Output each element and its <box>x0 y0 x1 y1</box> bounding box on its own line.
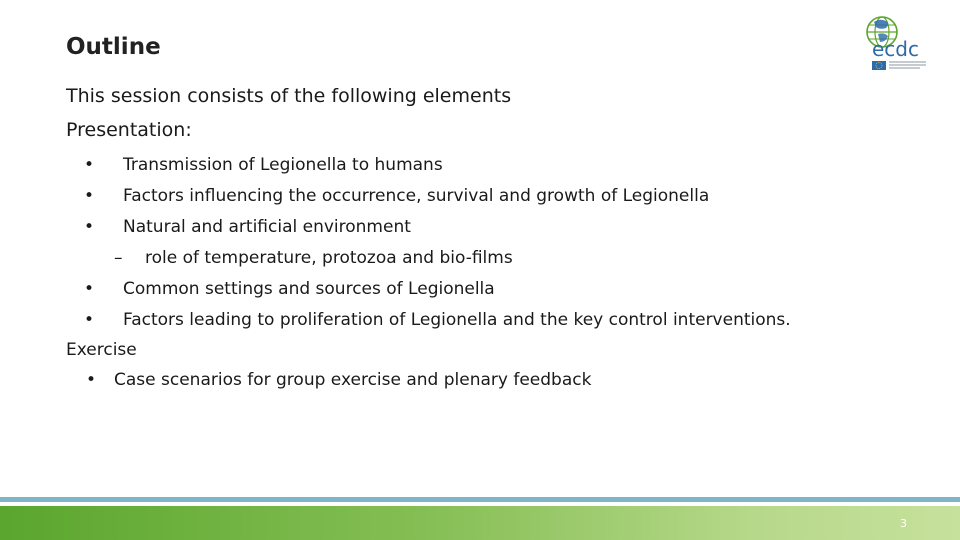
bullet-mark: • <box>84 217 95 237</box>
list-item-text: Case scenarios for group exercise and plenary feedback <box>114 370 592 390</box>
ecdc-logo <box>856 8 938 76</box>
footer-divider <box>0 497 960 502</box>
footer-bar <box>0 506 960 540</box>
list-item-text: Factors leading to proliferation of Legionella and the key control interventions. <box>123 310 791 330</box>
bullet-mark: • <box>84 186 95 206</box>
exercise-heading: Exercise <box>66 340 137 360</box>
svg-text:ecdc: ecdc <box>872 37 919 61</box>
ecdc-globe-logo-icon <box>856 8 938 76</box>
bullet-mark: • <box>84 310 95 330</box>
page-number: 3 <box>900 517 907 530</box>
bullet-mark: • <box>86 370 97 390</box>
intro-text: This session consists of the following elements <box>66 85 512 107</box>
list-item-text: Common settings and sources of Legionella <box>123 279 495 299</box>
list-item-text: Natural and artificial environment <box>123 217 411 237</box>
list-item-text: Transmission of Legionella to humans <box>123 155 443 175</box>
bullet-mark: • <box>84 155 95 175</box>
dash-mark: – <box>114 248 123 268</box>
sub-list-item-text: role of temperature, protozoa and bio-films <box>145 248 513 268</box>
bullet-mark: • <box>84 279 95 299</box>
slide-title: Outline <box>66 34 161 60</box>
presentation-heading: Presentation: <box>66 119 192 141</box>
eu-flag-icon <box>872 61 886 70</box>
list-item-text: Factors influencing the occurrence, survival and growth of Legionella <box>123 186 710 206</box>
